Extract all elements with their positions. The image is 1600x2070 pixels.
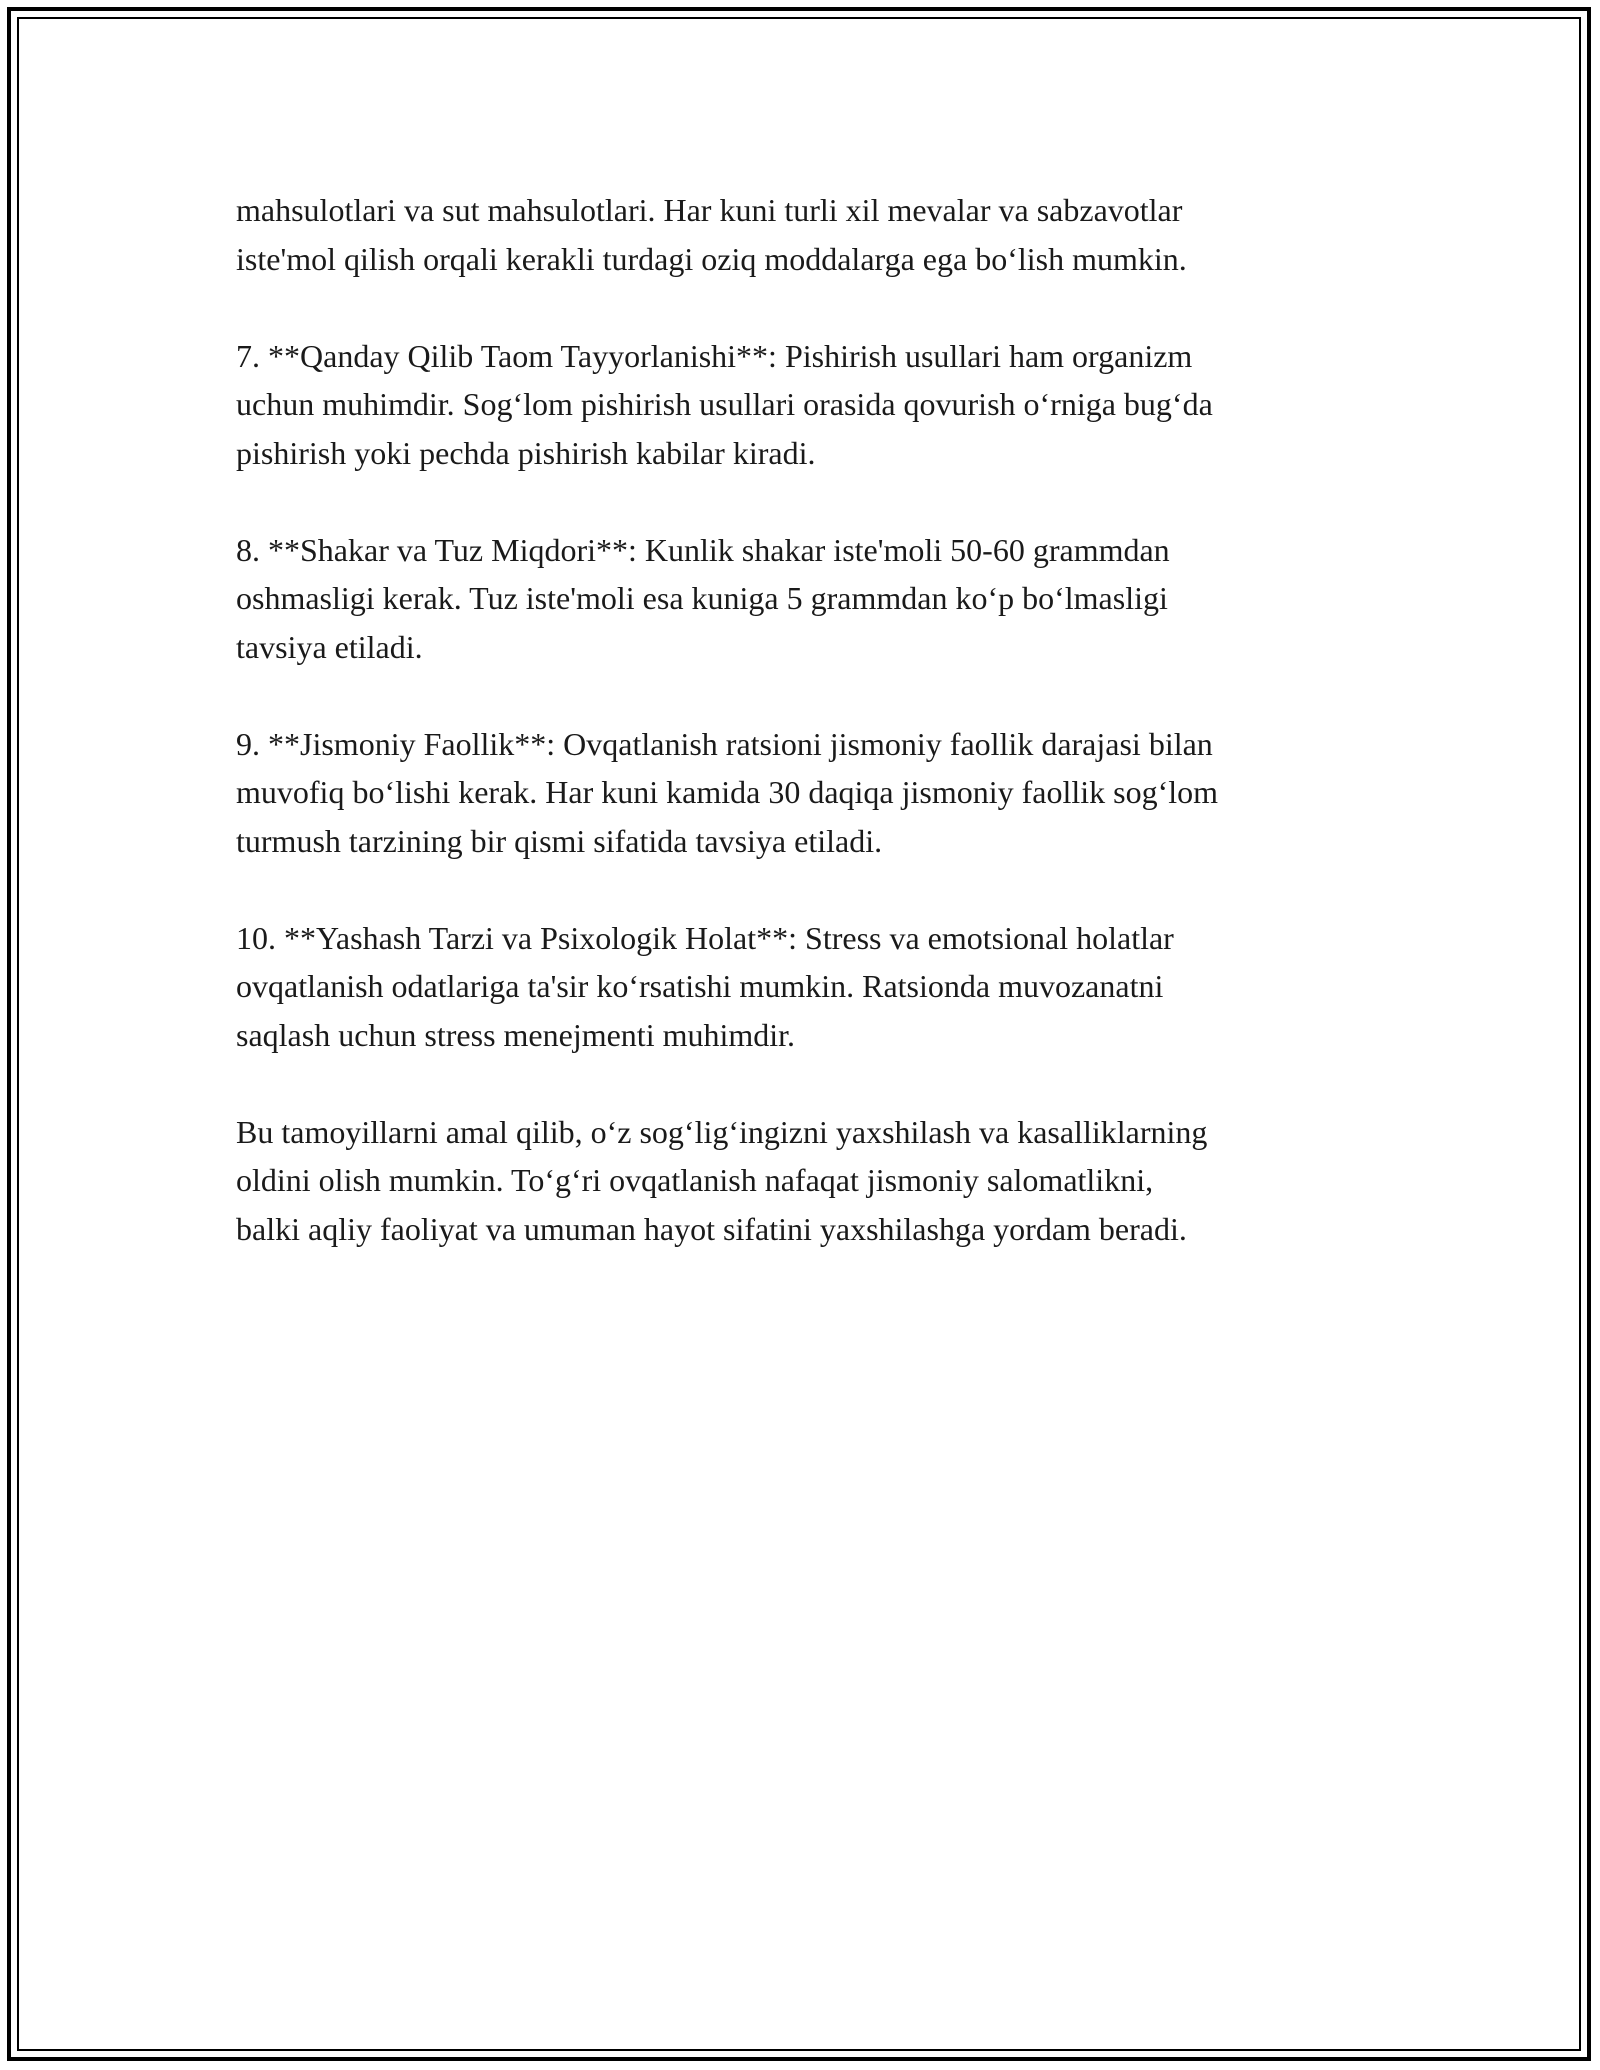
paragraph-cooking-methods: 7. **Qanday Qilib Taom Tayyorlanishi**: Pishirish usullari ham organizm uchun muhimdir. Sog‘lom pishirish usullari orasida qovurish o‘rniga bug‘da pishirish yoki pechda pishirish kabilar kiradi.: [236, 337, 1213, 471]
paragraph-physical-activity: 9. **Jismoniy Faollik**: Ovqatlanish ratsioni jismoniy faollik darajasi bilan muvofiq bo‘lishi kerak. Har kuni kamida 30 daqiqa jismoniy faollik sog‘lom turmush tarzining bir qismi sifatida tavsiya etiladi.: [236, 725, 1219, 859]
paragraph-sugar-salt: 8. **Shakar va Tuz Miqdori**: Kunlik shakar iste'moli 50-60 grammdan oshmasligi kerak. Tuz iste'moli esa kuniga 5 grammdan ko‘p bo‘lmasligi tavsiya etiladi.: [236, 531, 1170, 665]
paragraph-conclusion: Bu tamoyillarni amal qilib, o‘z sog‘lig‘ingizni yaxshilash va kasalliklarning oldini olish mumkin. To‘g‘ri ovqatlanish nafaqat jismoniy salomatlikni, balki aqliy faoliyat va umuman hayot sifatini yaxshilashga yordam beradi.: [236, 1113, 1208, 1247]
paragraph-food-groups: mahsulotlari va sut mahsulotlari. Har kuni turli xil mevalar va sabzavotlar iste'mol qilish orqali kerakli turdagi oziq moddalarga ega bo‘lish mumkin.: [236, 192, 1187, 277]
document-body: [236, 186, 1366, 1253]
paragraph-lifestyle: 10. **Yashash Tarzi va Psixologik Holat**: Stress va emotsional holatlar ovqatlanish odatlariga ta'sir ko‘rsatishi mumkin. Ratsionda muvozanatni saqlash uchun stress menejmenti muhimdir.: [236, 919, 1174, 1053]
